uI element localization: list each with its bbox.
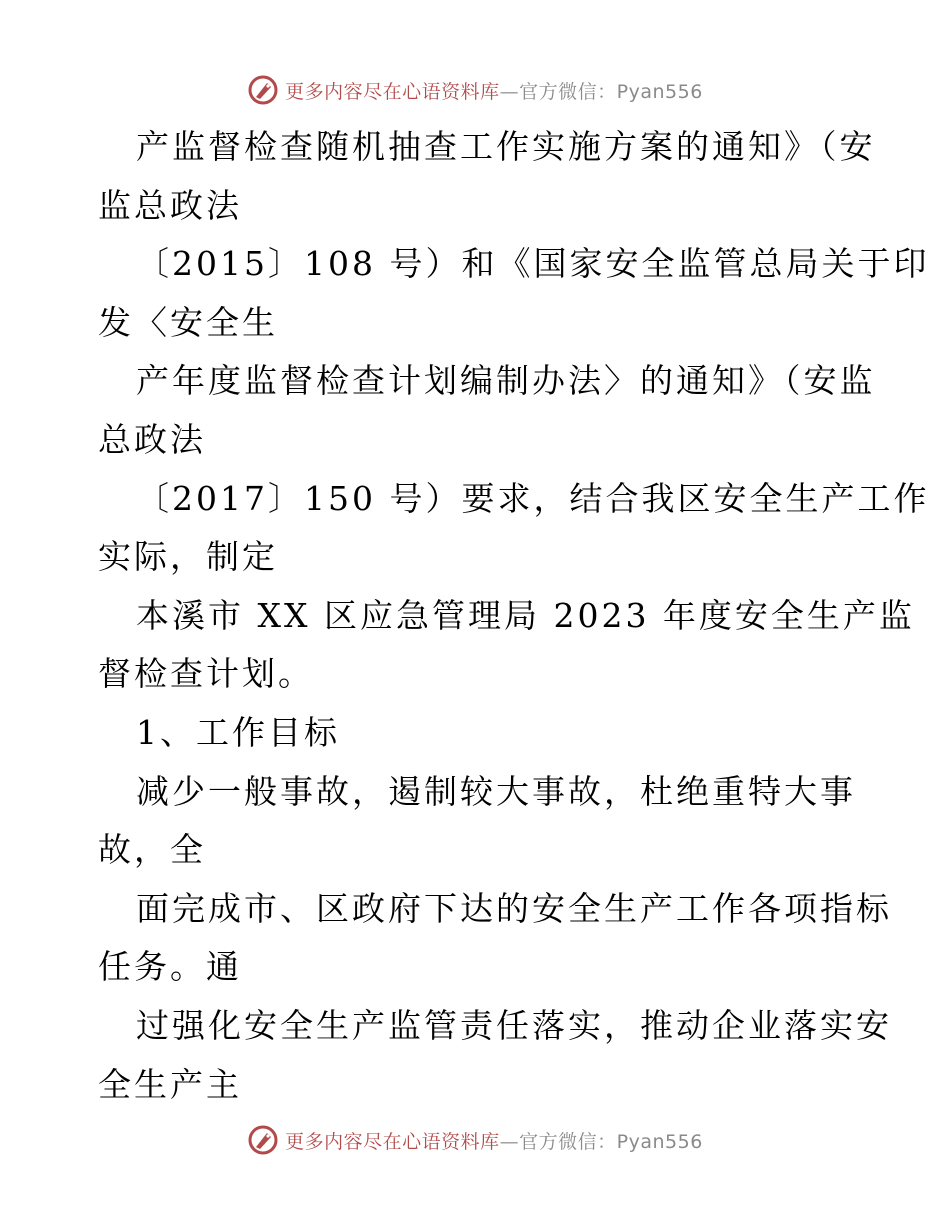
watermark-title: 更多内容尽在心语资料库 bbox=[285, 80, 500, 103]
watermark-contact: 官方微信：Pyan556 bbox=[519, 80, 703, 103]
text-line: 产监督检查随机抽查工作实施方案的通知》（安 bbox=[136, 127, 876, 166]
text-line: 〔2015〕108 号）和《国家安全监管总局关于印 bbox=[136, 244, 930, 284]
header-watermark bbox=[0, 70, 950, 110]
section-heading: 1、工作目标 bbox=[136, 712, 340, 752]
watermark-text bbox=[285, 77, 703, 104]
text-line: 总政法 bbox=[98, 419, 206, 459]
watermark-text bbox=[285, 1127, 703, 1154]
text-line: 减少一般事故，遏制较大事故，杜绝重特大事 bbox=[136, 771, 856, 811]
text-line: 故，全 bbox=[98, 830, 206, 870]
pen-nib-circle-icon bbox=[247, 1124, 279, 1156]
text-line: 监总政法 bbox=[98, 185, 242, 225]
text-line: 任务。通 bbox=[98, 947, 242, 987]
text-line: 过强化安全生产监管责任落实，推动企业落实安 bbox=[136, 1005, 892, 1045]
watermark-title: 更多内容尽在心语资料库 bbox=[285, 1130, 500, 1153]
text-line: 面完成市、区政府下达的安全生产工作各项指标 bbox=[136, 888, 892, 928]
text-line: 〔2017〕150 号）要求，结合我区安全生产工作 bbox=[136, 478, 930, 518]
text-line: 实际，制定 bbox=[98, 537, 278, 577]
pen-nib-circle-icon bbox=[247, 74, 279, 106]
text-line: 产年度监督检查计划编制办法〉的通知》（安监 bbox=[136, 361, 876, 401]
text-line: 本溪市 XX 区应急管理局 2023 年度安全生产监 bbox=[136, 595, 915, 635]
text-line: 全生产主 bbox=[98, 1064, 242, 1104]
footer-watermark bbox=[0, 1120, 950, 1160]
watermark-contact: 官方微信：Pyan556 bbox=[519, 1130, 703, 1153]
watermark-separator: — bbox=[499, 1130, 520, 1153]
document-body bbox=[98, 118, 930, 1114]
watermark-separator: — bbox=[499, 80, 520, 103]
text-line: 发〈安全生 bbox=[98, 302, 278, 342]
text-line: 督检查计划。 bbox=[98, 654, 314, 694]
